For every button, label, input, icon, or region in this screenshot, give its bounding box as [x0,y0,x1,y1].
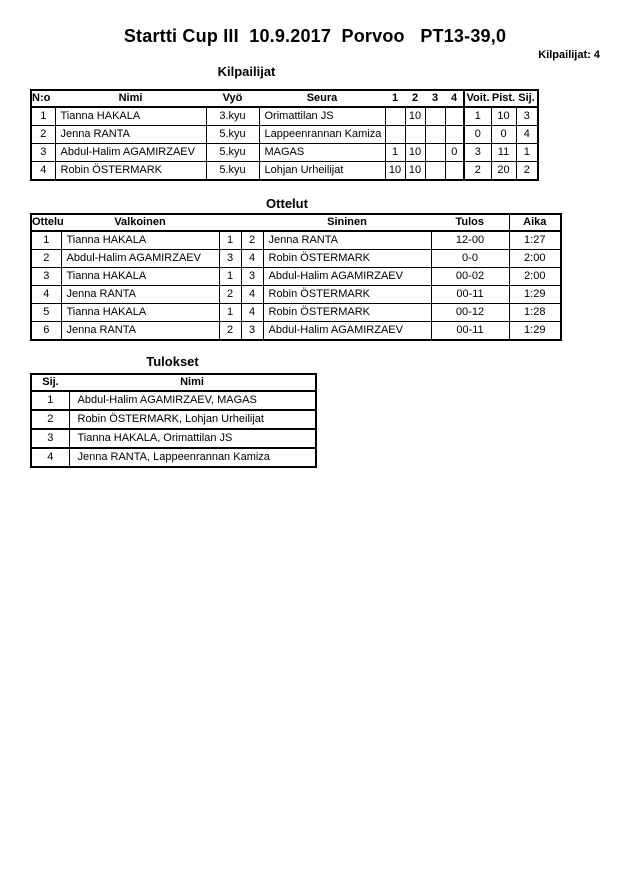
table-cell: 3 [241,322,263,341]
ottelut-table-body [31,231,561,340]
tulokset-table-body [31,391,316,467]
kilpailijat-table-header [31,90,538,107]
table-cell: 3 [219,250,241,268]
table-cell: 2 [219,286,241,304]
table-cell: 1:29 [509,286,561,304]
table-cell: 4 [516,126,538,144]
table-cell: 20 [491,162,516,181]
table-row [31,107,538,126]
column-header: Seura [259,90,385,107]
table-cell: 1 [219,304,241,322]
table-cell: 6 [31,322,61,341]
column-header: Tulos [431,214,509,231]
table-cell [445,126,464,144]
table-cell: Robin ÖSTERMARK [263,286,431,304]
table-cell: 4 [31,448,69,467]
table-cell: 2:00 [509,250,561,268]
table-row [31,144,538,162]
table-cell: 1 [385,144,405,162]
table-cell: 5.kyu [206,162,259,181]
table-cell: 1 [464,107,491,126]
table-row [31,322,561,341]
table-cell: Jenna RANTA [61,286,219,304]
table-cell: Tianna HAKALA, Orimattilan JS [69,429,316,448]
column-header: Valkoinen [61,214,219,231]
table-cell: 5.kyu [206,144,259,162]
column-header: Sij. [31,374,69,391]
column-header [219,214,241,231]
ottelut-table [30,213,562,341]
table-cell: 00-02 [431,268,509,286]
table-cell [445,162,464,181]
column-header: Ottelu [31,214,61,231]
table-cell: 2 [241,231,263,250]
table-cell: 1 [31,107,55,126]
table-row [31,162,538,181]
table-cell: Tianna HAKALA [61,268,219,286]
table-cell: 1 [219,231,241,250]
table-cell: 1:29 [509,322,561,341]
table-cell: 1 [31,231,61,250]
table-cell: 4 [241,286,263,304]
table-cell: 2 [464,162,491,181]
table-cell: 1 [31,391,69,410]
table-cell: 10 [491,107,516,126]
table-row [31,126,538,144]
table-cell [425,126,445,144]
table-cell: Robin ÖSTERMARK [263,304,431,322]
table-cell: 3 [241,268,263,286]
document-title: Startti Cup III 10.9.2017 Porvoo PT13-39,0 [123,26,507,46]
ottelut-table-header [31,214,561,231]
tulokset-table [30,373,317,468]
table-cell [425,162,445,181]
table-cell: 4 [31,286,61,304]
column-header: Vyö [206,90,259,107]
section-title-ottelut: Ottelut [266,196,308,211]
table-cell: 00-11 [431,322,509,341]
table-cell: 3 [464,144,491,162]
table-cell [425,144,445,162]
table-cell: Lappeenrannan Kamiza [259,126,385,144]
kilpailijat-table [30,89,539,181]
table-cell: Robin ÖSTERMARK [263,250,431,268]
table-row [31,304,561,322]
table-cell: Abdul-Halim AGAMIRZAEV, MAGAS [69,391,316,410]
column-header: 1 [385,90,405,107]
table-cell: Abdul-Halim AGAMIRZAEV [263,268,431,286]
column-header: Pist. [491,90,516,107]
section-title-tulokset: Tulokset [146,354,199,369]
table-cell: Robin ÖSTERMARK, Lohjan Urheilijat [69,410,316,429]
table-cell: MAGAS [259,144,385,162]
column-header: Sij. [516,90,538,107]
table-cell: Abdul-Halim AGAMIRZAEV [61,250,219,268]
table-cell: 10 [405,144,425,162]
header-row [31,90,538,107]
table-row [31,448,316,467]
column-header: 3 [425,90,445,107]
table-cell: 11 [491,144,516,162]
table-cell [385,126,405,144]
table-cell [405,126,425,144]
column-header: Sininen [263,214,431,231]
table-cell: 3 [516,107,538,126]
table-cell: Jenna RANTA [263,231,431,250]
table-cell: Orimattilan JS [259,107,385,126]
table-cell: 5.kyu [206,126,259,144]
table-cell: Abdul-Halim AGAMIRZAEV [55,144,206,162]
table-row [31,391,316,410]
competitor-count-label: Kilpailijat: 4 [538,49,600,61]
table-row [31,268,561,286]
column-header: Voit. [464,90,491,107]
table-cell: 5 [31,304,61,322]
column-header: 4 [445,90,464,107]
column-header [241,214,263,231]
table-cell: Abdul-Halim AGAMIRZAEV [263,322,431,341]
table-cell: 1:27 [509,231,561,250]
tulokset-table-header [31,374,316,391]
table-cell: 2:00 [509,268,561,286]
table-cell: Robin ÖSTERMARK [55,162,206,181]
table-cell: 3 [31,429,69,448]
table-cell: 4 [241,304,263,322]
kilpailijat-table-body [31,107,538,180]
header-row [31,374,316,391]
table-row [31,410,316,429]
table-cell: 3.kyu [206,107,259,126]
table-cell: 4 [31,162,55,181]
table-cell: 2 [516,162,538,181]
table-row [31,286,561,304]
table-cell: Tianna HAKALA [61,304,219,322]
column-header: N:o [31,90,55,107]
table-cell: 00-12 [431,304,509,322]
table-cell: 1 [219,268,241,286]
table-cell: 1 [516,144,538,162]
column-header: Nimi [69,374,316,391]
table-cell: 2 [31,410,69,429]
table-row [31,231,561,250]
table-cell: 10 [405,162,425,181]
column-header: 2 [405,90,425,107]
table-cell: 0-0 [431,250,509,268]
table-cell: Tianna HAKALA [61,231,219,250]
header-row [31,214,561,231]
table-cell [425,107,445,126]
table-row [31,250,561,268]
table-cell: 12-00 [431,231,509,250]
table-cell: 2 [219,322,241,341]
table-cell: 10 [385,162,405,181]
table-cell: Jenna RANTA [55,126,206,144]
table-cell: Lohjan Urheilijat [259,162,385,181]
column-header: Nimi [55,90,206,107]
table-cell: 2 [31,126,55,144]
table-cell: Jenna RANTA, Lappeenrannan Kamiza [69,448,316,467]
table-cell: 10 [405,107,425,126]
column-header: Aika [509,214,561,231]
table-row [31,429,316,448]
table-cell: 3 [31,268,61,286]
table-cell: Jenna RANTA [61,322,219,341]
table-cell [445,107,464,126]
table-cell: Tianna HAKALA [55,107,206,126]
table-cell: 3 [31,144,55,162]
table-cell: 0 [445,144,464,162]
table-cell: 2 [31,250,61,268]
table-cell: 1:28 [509,304,561,322]
table-cell: 0 [491,126,516,144]
table-cell [385,107,405,126]
table-cell: 00-11 [431,286,509,304]
section-title-kilpailijat: Kilpailijat [217,64,276,79]
table-cell: 0 [464,126,491,144]
table-cell: 4 [241,250,263,268]
